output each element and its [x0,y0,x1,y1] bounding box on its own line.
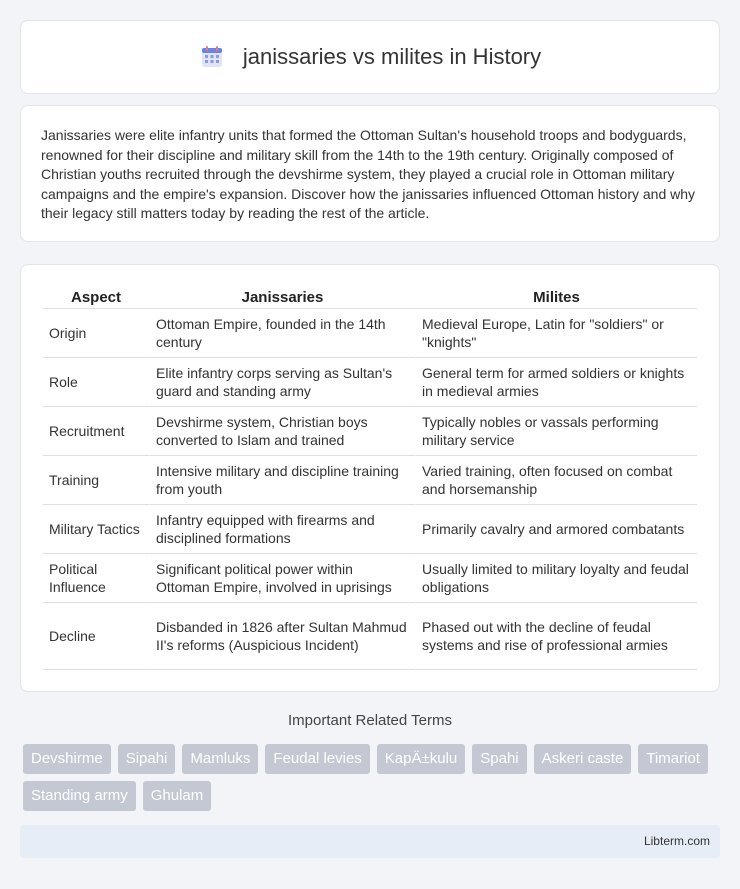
aspect-cell: Origin [43,309,149,358]
janissaries-cell: Devshirme system, Christian boys converted to Islam and trained [149,407,415,456]
related-term-tag[interactable]: Mamluks [182,744,258,774]
header-janissaries: Janissaries [149,285,415,309]
milites-cell: Phased out with the decline of feudal systems and rise of professional armies [415,603,697,670]
table-row [43,456,697,505]
milites-cell: Usually limited to military loyalty and feudal obligations [415,554,697,603]
footer [20,825,720,858]
table-row [43,407,697,456]
janissaries-cell: Infantry equipped with firearms and disciplined formations [149,505,415,554]
related-term-tag[interactable]: Feudal levies [265,744,369,774]
table-row [43,505,697,554]
header-milites: Milites [415,285,697,309]
comparison-table [43,285,697,670]
related-term-tag[interactable]: Spahi [472,744,526,774]
milites-cell: Medieval Europe, Latin for "soldiers" or "knights" [415,309,697,358]
milites-cell: Varied training, often focused on combat and horsemanship [415,456,697,505]
janissaries-cell: Intensive military and discipline training from youth [149,456,415,505]
title-card [20,20,720,94]
related-term-tag[interactable]: Ghulam [143,781,212,811]
aspect-cell: Training [43,456,149,505]
related-term-tag[interactable]: Devshirme [23,744,111,774]
intro-card [20,105,720,242]
footer-site-link[interactable]: Libterm.com [643,834,710,848]
milites-cell: Primarily cavalry and armored combatants [415,505,697,554]
milites-cell: General term for armed soldiers or knights in medieval armies [415,358,697,407]
aspect-cell: Role [43,358,149,407]
table-row [43,358,697,407]
page-title: janissaries vs milites in History [242,44,542,69]
aspect-cell: Recruitment [43,407,149,456]
janissaries-cell: Disbanded in 1826 after Sultan Mahmud II's reforms (Auspicious Incident) [149,603,415,670]
related-terms-list [23,744,723,811]
aspect-cell: Decline [43,603,149,670]
header-aspect: Aspect [43,285,149,309]
aspect-cell: Military Tactics [43,505,149,554]
janissaries-cell: Elite infantry corps serving as Sultan's guard and standing army [149,358,415,407]
table-row [43,554,697,603]
table-row [43,309,697,358]
related-term-tag[interactable]: Askeri caste [534,744,632,774]
related-terms-title: Important Related Terms [288,712,452,729]
janissaries-cell: Ottoman Empire, founded in the 14th century [149,309,415,358]
comparison-card [20,264,720,692]
intro-paragraph: Janissaries were elite infantry units that formed the Ottoman Sultan's household troops and bodyguards, renowned for their discipline and military skill from the 14th to the 19th century. Originally composed of Christian youths recruited through the devshirme system, they played a crucial role in Ottoman military campaigns and the empire's expansion. Discover how the janissaries influenced Ottoman history and why their legacy still matters today by reading the rest of the article. [41,127,696,222]
related-term-tag[interactable]: Sipahi [118,744,176,774]
aspect-cell: Political Influence [43,554,149,603]
table-row [43,603,697,670]
milites-cell: Typically nobles or vassals performing military service [415,407,697,456]
related-term-tag[interactable]: Standing army [23,781,136,811]
calendar-icon [199,44,225,70]
related-term-tag[interactable]: KapÄ±kulu [377,744,465,774]
related-term-tag[interactable]: Timariot [638,744,708,774]
janissaries-cell: Significant political power within Ottoman Empire, involved in uprisings [149,554,415,603]
